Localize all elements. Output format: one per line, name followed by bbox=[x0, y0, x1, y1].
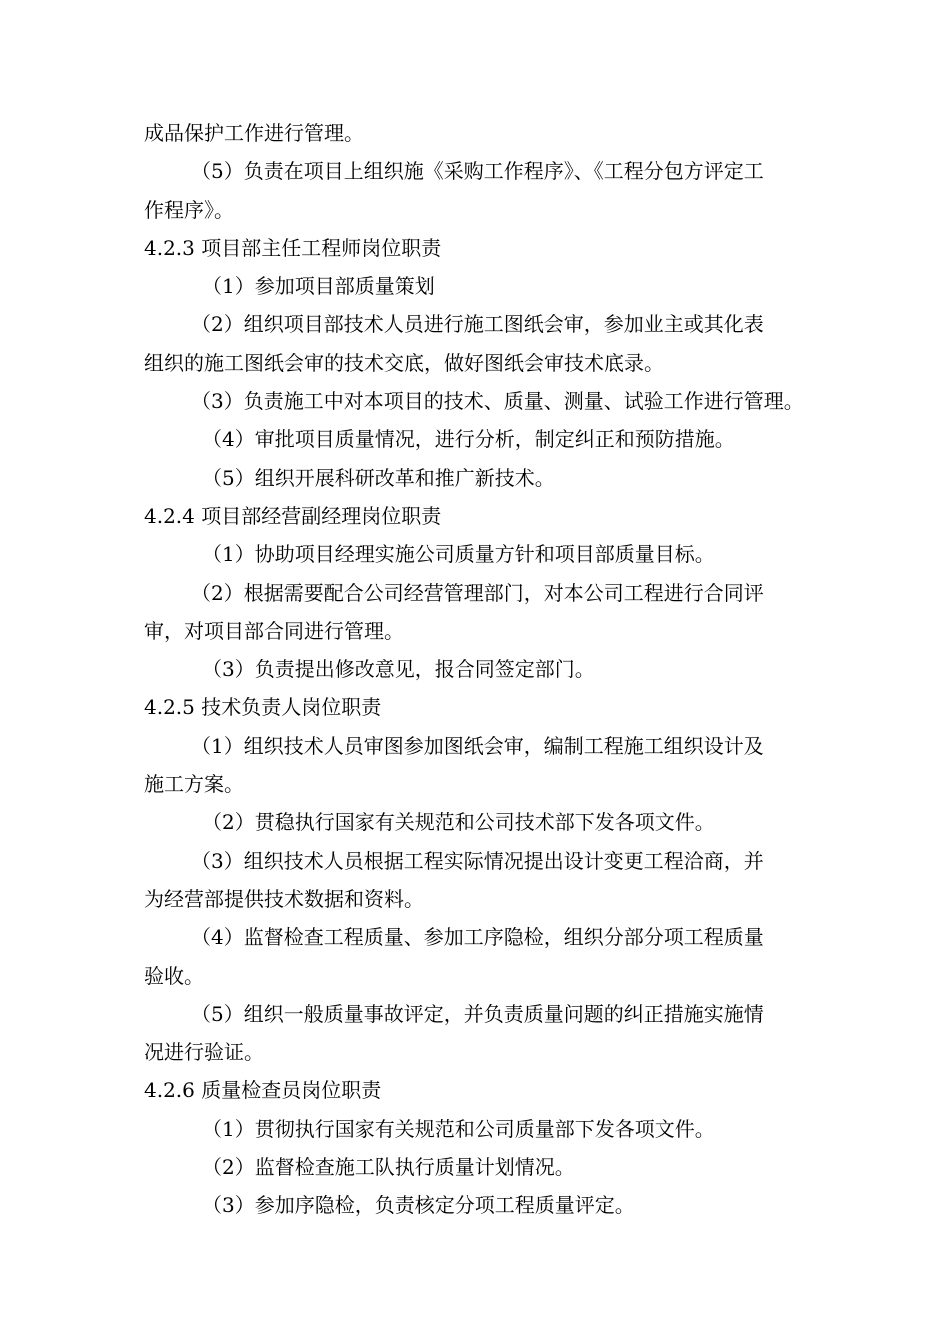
text-line: （1）组织技术人员审图参加图纸会审，编制工程施工组织设计及 bbox=[191, 733, 764, 758]
text-line: （3）负责施工中对本项目的技术、质量、测量、试验工作进行管理。 bbox=[191, 389, 804, 414]
text-line: （5）组织一般质量事故评定，并负责质量问题的纠正措施实施情 bbox=[191, 1001, 764, 1026]
text-line: （1）贯彻执行国家有关规范和公司质量部下发各项文件。 bbox=[202, 1116, 715, 1141]
text-line: （2）组织项目部技术人员进行施工图纸会审，参加业主或其化表 bbox=[191, 312, 764, 337]
text-line: （4）监督检查工程质量、参加工序隐检，组织分部分项工程质量 bbox=[191, 925, 764, 950]
section-heading: 4.2.6 质量检查员岗位职责 bbox=[144, 1078, 382, 1103]
text-line: （5）组织开展科研改革和推广新技术。 bbox=[202, 465, 555, 490]
text-line: （1）参加项目部质量策划 bbox=[202, 274, 435, 299]
text-line: 审，对项目部合同进行管理。 bbox=[144, 618, 404, 643]
text-line: （1）协助项目经理实施公司质量方针和项目部质量目标。 bbox=[202, 542, 715, 567]
text-line: （3）组织技术人员根据工程实际情况提出设计变更工程洽商，并 bbox=[191, 848, 764, 873]
text-line: （2）监督检查施工队执行质量计划情况。 bbox=[202, 1155, 575, 1180]
text-line: 组织的施工图纸会审的技术交底，做好图纸会审技术底录。 bbox=[144, 350, 664, 375]
text-line: 为经营部提供技术数据和资料。 bbox=[144, 886, 424, 911]
text-line: （3）参加序隐检，负责核定分项工程质量评定。 bbox=[202, 1193, 635, 1218]
text-line: 况进行验证。 bbox=[144, 1040, 264, 1065]
section-heading: 4.2.4 项目部经营副经理岗位职责 bbox=[144, 503, 442, 528]
text-line: （5）负责在项目上组织施《采购工作程序》、《工程分包方评定工 bbox=[191, 159, 764, 184]
text-line: 施工方案。 bbox=[144, 772, 244, 797]
text-line: 成品保护工作进行管理。 bbox=[144, 121, 364, 145]
section-heading: 4.2.5 技术负责人岗位职责 bbox=[144, 695, 382, 720]
section-heading: 4.2.3 项目部主任工程师岗位职责 bbox=[144, 235, 442, 260]
text-line: （4）审批项目质量情况，进行分析，制定纠正和预防措施。 bbox=[202, 427, 735, 452]
text-line: （2）根据需要配合公司经营管理部门，对本公司工程进行合同评 bbox=[191, 580, 764, 605]
text-line: （2）贯稳执行国家有关规范和公司技术部下发各项文件。 bbox=[202, 810, 715, 835]
document-body bbox=[144, 114, 810, 1225]
text-line: （3）负责提出修改意见，报合同签定部门。 bbox=[202, 657, 595, 682]
text-line: 验收。 bbox=[144, 963, 204, 988]
text-line: 作程序》。 bbox=[144, 197, 234, 222]
